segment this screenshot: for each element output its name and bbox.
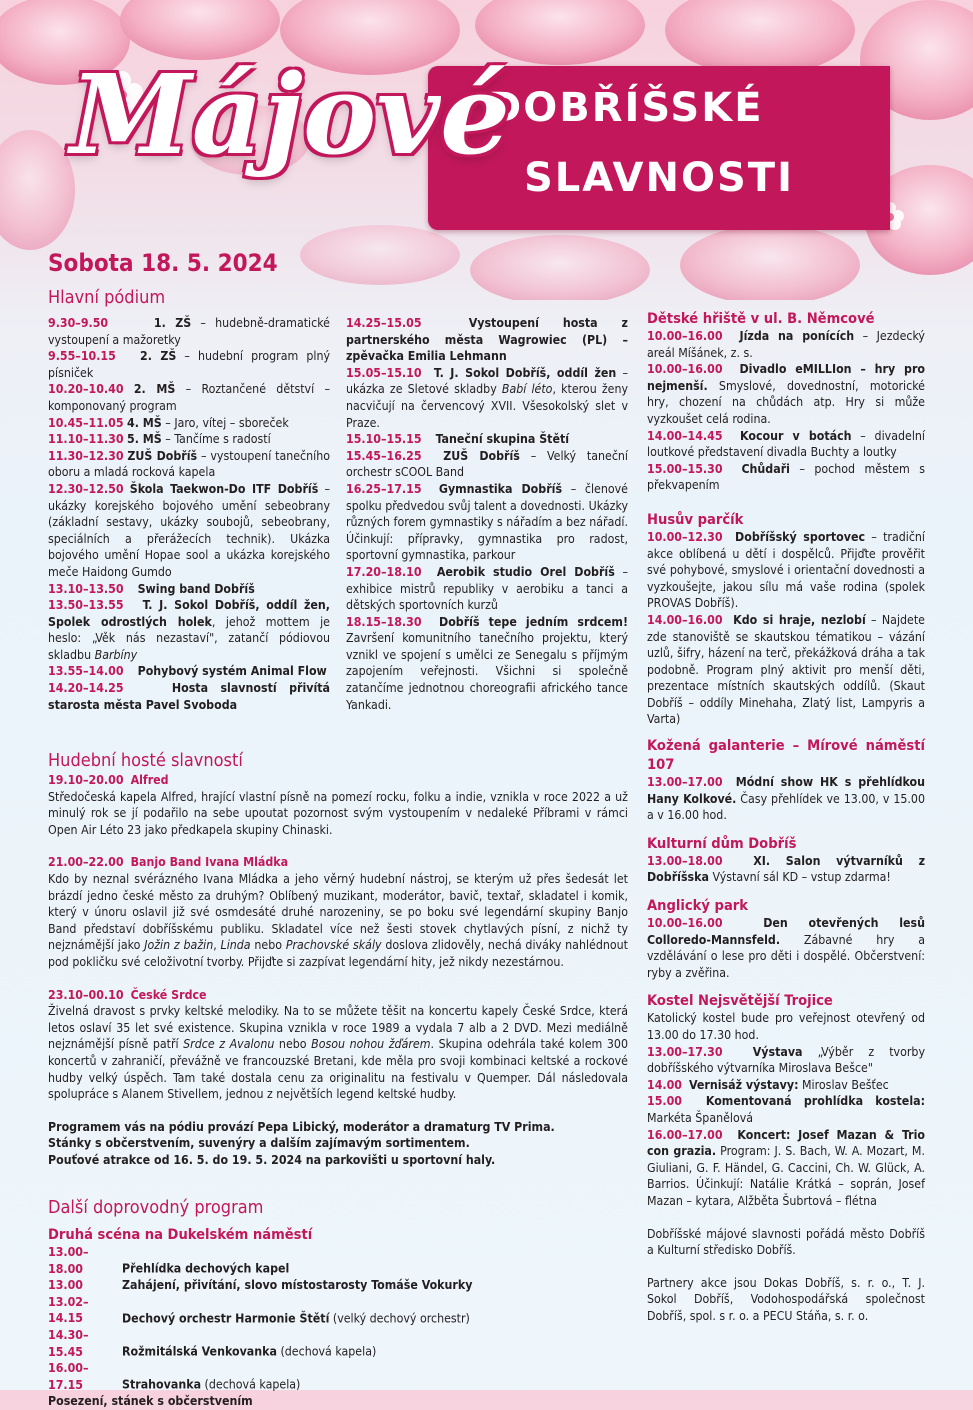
additional-program-section — [48, 1197, 628, 1410]
script-title: Májové — [70, 50, 511, 179]
program-item: 16.00–17.00 Koncert: Josef Mazan & Trio con grazia. Program: J. S. Bach, W. A. Mozart, M. Giuliani, G. F. Händel, G. Caccini, Ch. W. Glück, A. Barrios. Účinkují: Natálie Krátká – soprán, Josef Mazan – kytara, Alžběta Šubrtová – flétna — [647, 1127, 925, 1208]
program-item: 14.30–15.45 Rožmitálská Venkovanka (dechová kapela) — [48, 1327, 377, 1359]
note-moderator: Programem vás na pódiu provází Pepa Libický, moderátor a dramaturg TV Prima. — [48, 1119, 555, 1134]
music-guests-heading: Hudební hosté slavností — [48, 750, 243, 771]
program-item: 11.10–11.30 5. MŠ – Tančíme s radostí — [48, 432, 271, 447]
playground-heading: Dětské hřiště v ul. B. Němcové — [647, 310, 875, 327]
program-item: 13.00–18.00 XI. Salon výtvarníků z Dobříšska Výstavní sál KD – vstup zdarma! — [647, 853, 926, 885]
guest-description: Kdo by neznal svérázného Ivana Mládka a jeho věrný hudební nástroj, se kterým už přes šedesát let brázdí jedno české město za druhým? Oblíbený muzikant, moderátor, bavič, textař, skladatel i komik, který v únoru oslavil již své osmdesáté druhé narozeniny, se po boku své legendární skupiny Banjo Band představí dobříšskému publiku. Skladatel více než šesti stovek chytlavých písní, z nichž ty nejznámější jako Jožin z bažin, Linda nebo Prachovské skály doslova zlidověly, nechá diváky nahlédnout pod pokličku své celoživotní tvorby. Přijďte si zazpívat legendární hity, jež nikdy nezestárnou. — [48, 871, 629, 969]
program-item: 14.20–14.25 Hosta slavností přivítá starosta města Pavel Svoboda — [48, 681, 330, 712]
main-stage-column-2 — [346, 315, 628, 713]
program-item: 10.20–10.40 2. MŠ – Roztančené dětství – komponovaný program — [48, 382, 331, 413]
program-item: 15.45–16.25 ZUŠ Dobříš – Velký taneční orchestr sCOOL Band — [346, 448, 628, 480]
program-item: 10.00–16.00 Jízda na ponících – Jezdecký areál Míšánek, z. s. — [647, 329, 925, 360]
partners-note: Partnery akce jsou Dokas Dobříš, s. r. o., T. J. Sokol Dobříš, Vodohospodářská společnost Dobříš, spol. s r. o. a PECU Stáňa, s. r. o. — [647, 1275, 925, 1323]
right-column — [647, 309, 925, 1325]
guest-description: Středočeská kapela Alfred, hrající vlastní písně na pomezí rocku, folku a indie, vznikla v roce 2022 a už minulý rok se jí podařilo na sebe upoutat pozornost svým vystoupením v nedaleké Příbrami v rámci Open Air Léto 23 jako předkapela skupiny Chinaski. — [48, 789, 628, 837]
program-item: 13.50–13.55 T. J. Sokol Dobříš, oddíl žen, Spolek odrostlých holek, jehož mottem je heslo: „Věk nás nezastaví", zatančí pódiovou skladbu Barbíny — [48, 598, 330, 662]
culture-house-heading: Kulturní dům Dobříš — [647, 834, 797, 852]
program-item: 13.00 Zahájení, přivítání, slovo místostarosty Tomáše Vokurky — [48, 1278, 473, 1293]
event-date: Sobota 18. 5. 2024 — [48, 249, 278, 277]
program-item: 14.00–16.00 Kdo si hraje, nezlobí – Najdete zde stanoviště se skautskou tématikou – vázání uzlů, šifry, házení na terč, překážková dráha a tak podobně. Program plný aktivit pro menší děti, prezentace místních skautských oddílů. (Skaut Dobříš – oddíly Minehaha, Zlatý list, Lampyris a Varta) — [647, 612, 925, 727]
program-item: 15.05–15.10 T. J. Sokol Dobříš, oddíl žen – ukázka ze Sletové skladby Babí léto, kterou ženy nacvičují na červencový XVII. Všesokolský slet v Praze. — [346, 365, 629, 430]
program-item: 10.00–16.00 Divadlo eMILLIon – hry pro nejmenší. Smyslové, dovednostní, motorické hry, chození na chůdách atp. Hry si může vyzkoušet celá rodina. — [647, 362, 926, 426]
program-item: 18.15–18.30 Dobříš tepe jedním srdcem! Završení komunitního tanečního projektu, který vznikl ve spojení s umělci ze Senegalu s příjmým zapojením veřejnosti. Všichni si společně zatančíme jednotnou choreografii afrického tance Yankadi. — [346, 614, 628, 712]
additional-heading: Další doprovodný program — [48, 1197, 264, 1218]
english-park-heading: Anglický park — [647, 897, 749, 915]
program-item: 13.00–18.00 Přehlídka dechových kapel — [48, 1245, 290, 1276]
program-item: 13.55–14.00 Pohybový systém Animal Flow — [48, 664, 327, 679]
main-stage-heading-box — [48, 287, 328, 309]
guest-title: 23.10–00.10 České Srdce — [48, 987, 207, 1002]
refreshments-note: Posezení, stánek s občerstvením — [48, 1394, 253, 1409]
second-stage-heading: Druhá scéna na Dukelském náměstí — [48, 1226, 313, 1243]
guest-title: 21.00–22.00 Banjo Band Ivana Mládka — [48, 855, 289, 870]
program-item: 14.25–15.05 Vystoupení hosta z partnerského města Wagrowiec (PL) – zpěvačka Emilia Lehmann — [346, 316, 628, 364]
guest-description: Živelná dravost s prvky keltské melodiky. Na to se můžete těšit na koncertu kapely České Srdce, která letos oslaví 35 let své existence. Skupina vznikla v roce 1989 a vydala 7 alb a 2 DVD. Mezi mediálně nejznámější písně patří Srdce z Avalonu nebo Bosou nohou žďárem. Skupina odehrála také kolem 300 koncertů v zahraničí, převážně ve francouzské Bretani, kde měla pro svoji kombinaci keltské a rockové hudby velký úspěch. Tam také dostala cenu za originalitu na festivalu v Quemper. Dál následovala spolupráce s Alanem Stivellem, jednou z největších legend keltské hudby. — [48, 1004, 628, 1102]
note-attractions: Pouťové atrakce od 16. 5. do 19. 5. 2024 na parkovišti u sportovní haly. — [48, 1152, 496, 1167]
program-item: 16.25–17.15 Gymnastika Dobříš – členové spolku předvedou svůj talent a dovednosti. Ukázky různých forem gymnastiky s nářadím a bez nářadí. Účinkují: přípravky, gymnastika pro radost, sportovní gymnastika, parkour — [346, 481, 628, 563]
program-item: 15.10–15.15 Taneční skupina Štětí — [346, 432, 570, 447]
banner-line-2: SLAVNOSTI — [524, 155, 794, 201]
main-stage-heading: Hlavní pódium — [48, 287, 166, 308]
note-stalls: Stánky s občerstvením, suvenýry a dalším zajímavým sortimentem. — [48, 1136, 470, 1151]
church-heading: Kostel Nejsvětější Trojice — [647, 992, 833, 1010]
program-item: 15.00 Komentovaná prohlídka kostela: Markéta Španělová — [647, 1094, 925, 1125]
program-item: 13.02–14.15 Dechový orchestr Harmonie Štětí (velký dechový orchestr) — [48, 1294, 470, 1326]
program-item: 10.00–16.00 Den otevřených lesů Colloredo-Mannsfeld. Zábavné hry a vzdělávání o lese pro děti i dospělé. Občerstvení: ryby a zvěřina. — [647, 916, 925, 980]
program-item: 11.30–12.30 ZUŠ Dobříš – vystoupení tanečního oboru a mladá rocková kapela — [48, 448, 331, 480]
program-item: 10.00–12.30 Dobříšský sportovec – tradiční akce oblíbená u dětí i dospělců. Přijďte prověřit své pohybové, smyslové i orientační dovednosti a vyzkoušejte, jakou sílu má vaše rodina (spolek PROVAS Dobříš). — [647, 529, 925, 611]
program-item: 9.30–9.50 1. ZŠ – hudebně-dramatické vystoupení a mažoretky — [48, 316, 330, 347]
program-item: 15.00–15.30 Chůdaři – pochod městem s překvapením — [647, 461, 925, 493]
program-item: 13.00–17.00 Módní show HK s přehlídkou Hany Kolkové. Časy přehlídek ve 13.00, v 15.00 a v 16.00 hod. — [647, 775, 925, 823]
program-item: 10.45–11.05 4. MŠ – Jaro, vítej – sboreček — [48, 415, 289, 430]
leather-shop-heading: Kožená galanterie – Mírové náměstí 107 — [647, 737, 925, 774]
guest-title: 19.10–20.00 Alfred — [48, 773, 169, 787]
banner-line-1: DOBŘÍŠSKÉ — [488, 85, 764, 131]
program-item: 12.30–12.50 Škola Taekwon-Do ITF Dobříš – ukázky korejského bojového umění sebeobrany (základní sestavy, ukázky soubojů, sebeobrany, speciálních a přerážecích technik). Ukázka bojového umění Hopae sool a ukázka korejského meče Haidong Gumdo — [48, 481, 330, 579]
program-item: 14.00–14.45 Kocour v botách – divadelní loutkové představení divadla Buchty a loutky — [647, 428, 925, 460]
program-item: 13.10–13.50 Swing band Dobříš — [48, 581, 255, 596]
main-stage-column-1 — [48, 315, 330, 713]
program-item: 14.00 Vernisáž výstavy: Miroslav Bešťec — [647, 1077, 889, 1092]
church-intro: Katolický kostel bude pro veřejnost otevřený od 13.00 do 17.30 hod. — [647, 1011, 925, 1042]
program-item: 9.55–10.15 2. ZŠ – hudební program plný písniček — [48, 349, 330, 380]
program-item: 16.00–17.15 Strahovanka (dechová kapela) — [48, 1361, 301, 1392]
program-item: 13.00–17.30 Výstava „Výběr z tvorby dobříšského výtvarníka Miroslava Bešce" — [647, 1044, 925, 1076]
music-guests-section — [48, 750, 628, 1168]
park-heading: Husův parčík — [647, 510, 744, 528]
organizer-note: Dobříšské májové slavnosti pořádá město Dobříš a Kulturní středisko Dobříš. — [647, 1226, 925, 1258]
program-item: 17.20–18.10 Aerobik studio Orel Dobříš – exhibice mistrů republiky v aerobiku a tanci a dětských sportovních kurzů — [346, 564, 629, 613]
